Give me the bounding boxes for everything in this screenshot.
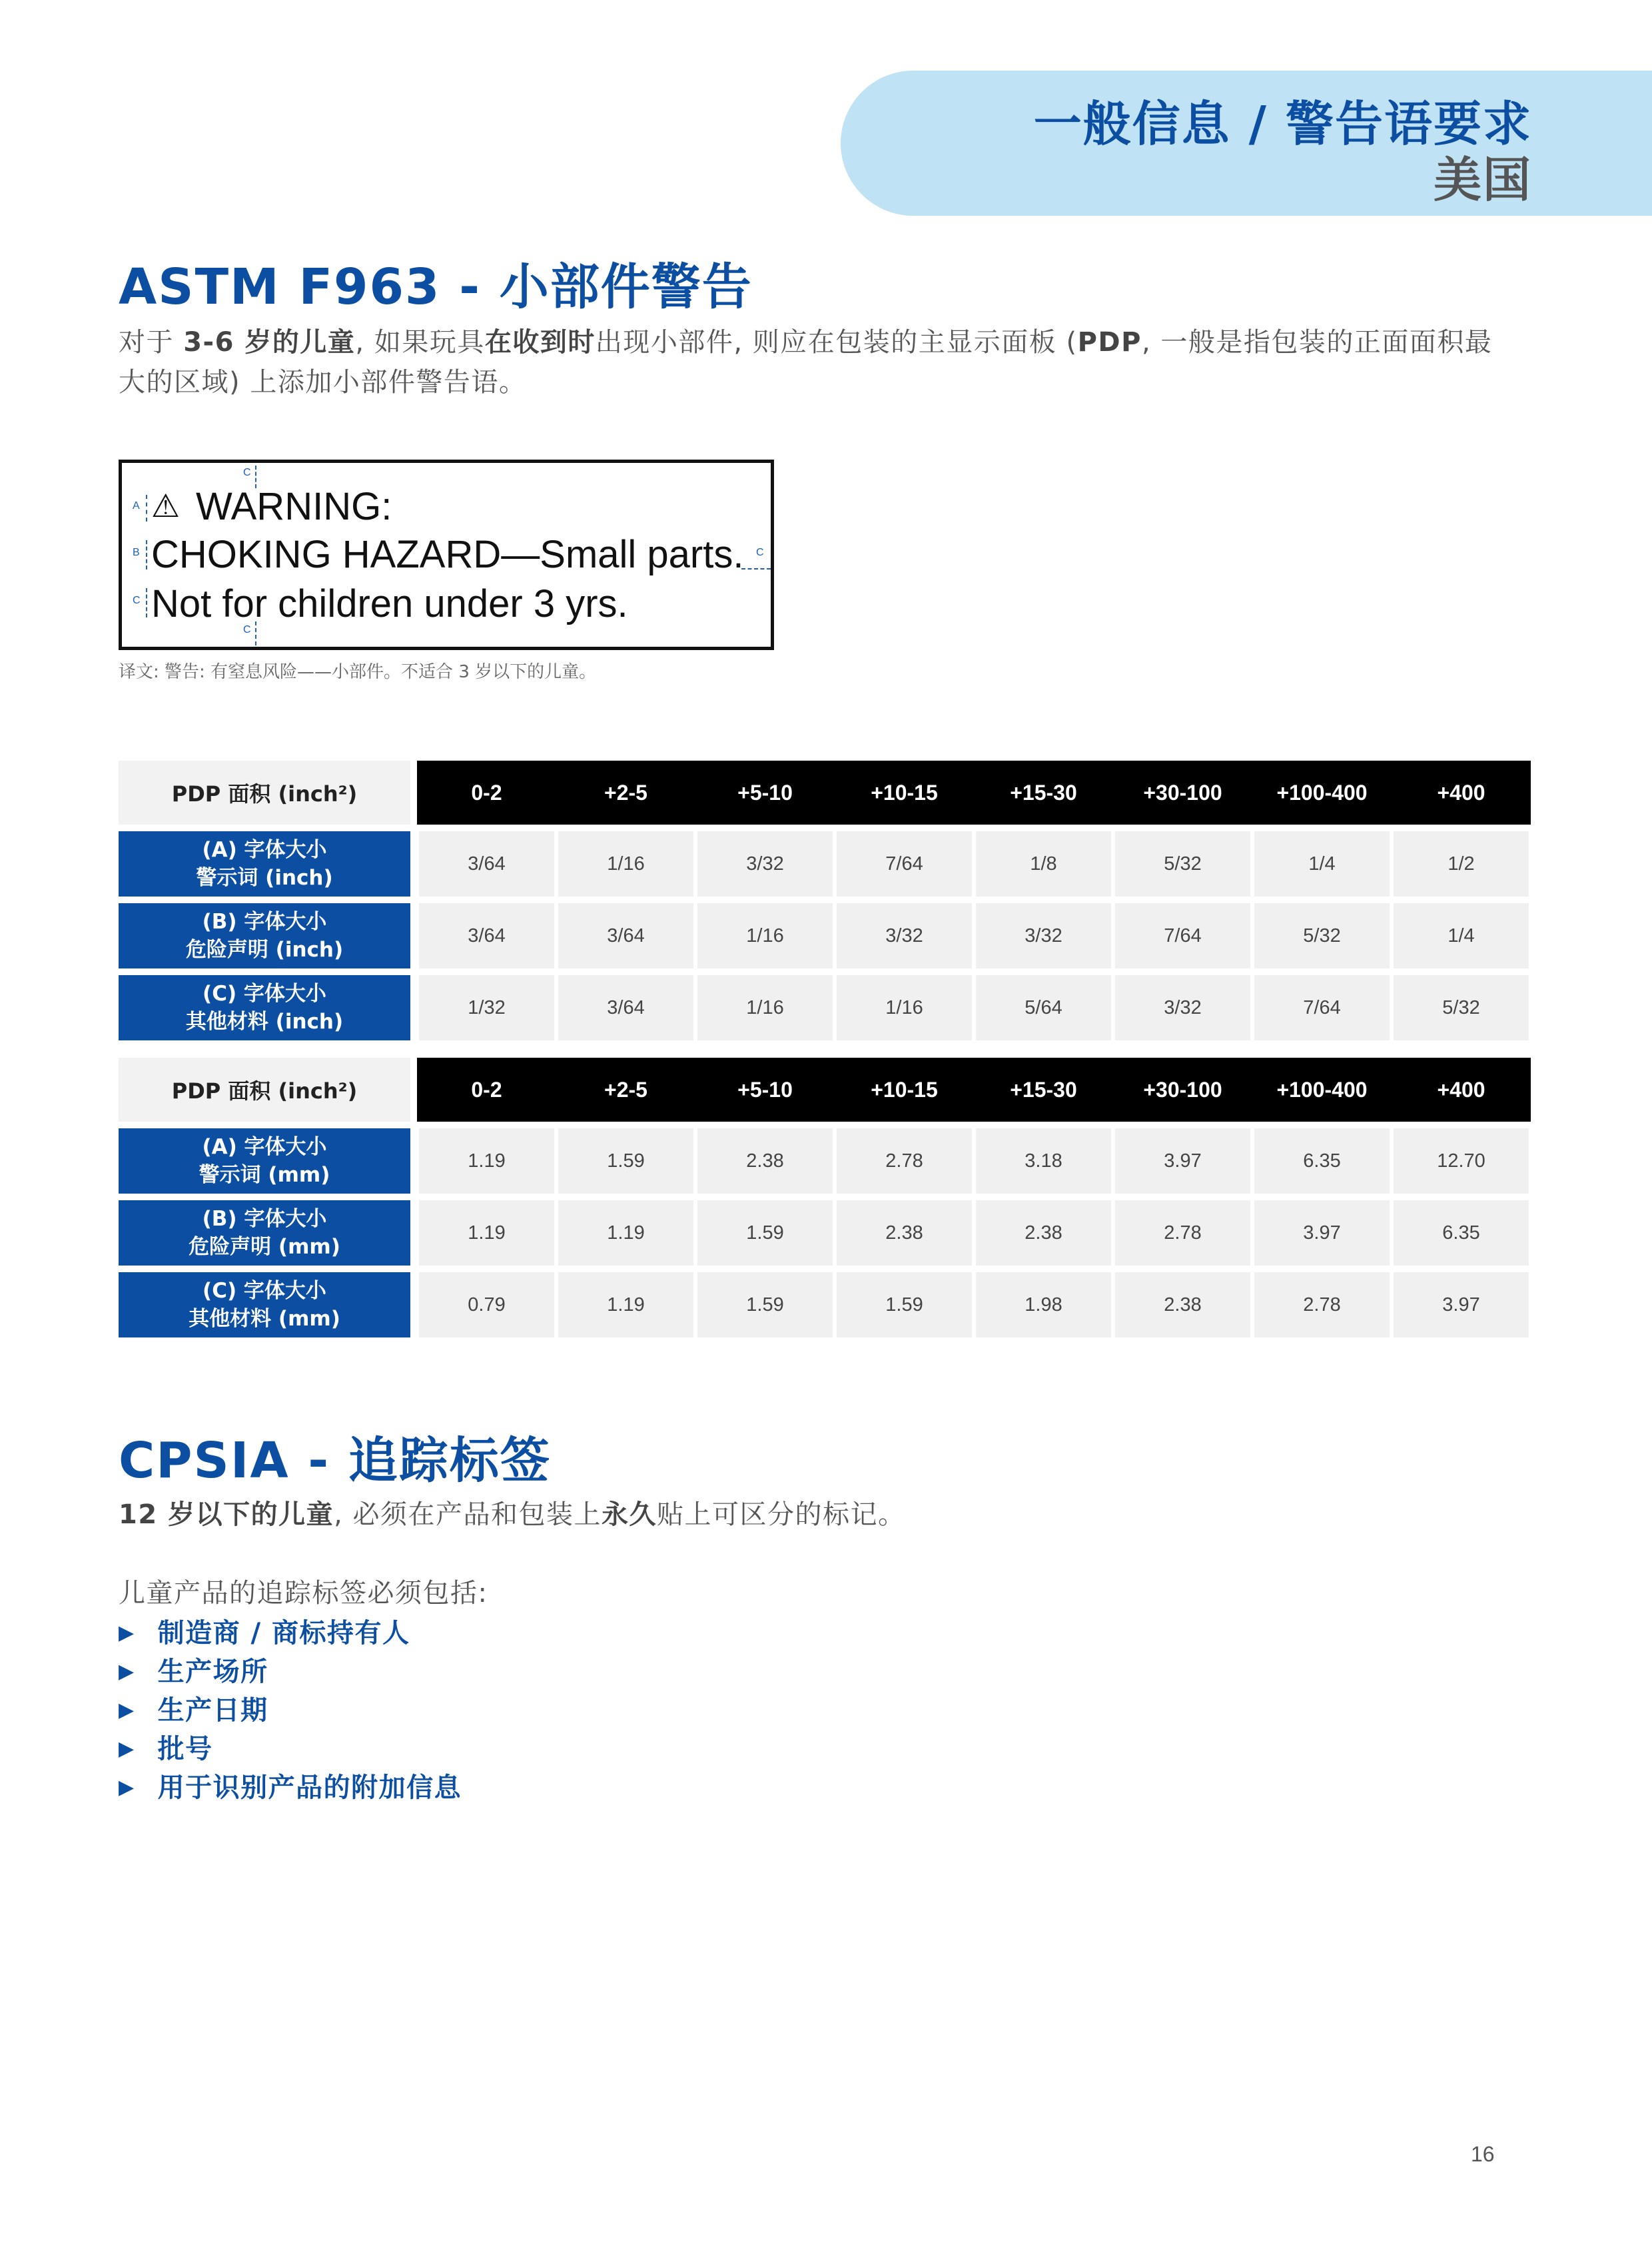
range-header: +400 [1392, 761, 1531, 825]
bullet-triangle-icon: ▶ [119, 1621, 135, 1645]
table-cell: 1.59 [695, 1200, 835, 1266]
range-header: 0-2 [417, 761, 556, 825]
table-cell: 5/32 [1392, 975, 1531, 1040]
range-header: +30-100 [1113, 1058, 1252, 1122]
row-header [119, 831, 417, 897]
range-header: +15-30 [974, 761, 1113, 825]
row-header-line2: 警示词 (inch) [196, 866, 333, 890]
dimension-marker-a: A [133, 500, 140, 512]
dimension-line [255, 621, 256, 645]
table-row [119, 1272, 1531, 1337]
table-cell: 5/32 [1252, 903, 1392, 968]
row-header-line2: 危险声明 (mm) [189, 1235, 340, 1259]
astm-intro-when: 在收到时 [484, 327, 596, 358]
table-cell: 3/32 [1113, 975, 1252, 1040]
astm-intro-text: 对于 [119, 327, 184, 358]
table-cell: 7/64 [835, 831, 974, 897]
table-cell: 1.19 [556, 1200, 695, 1266]
table-cell: 3.97 [1113, 1128, 1252, 1194]
warning-label-line2: CHOKING HAZARD—Small parts. [151, 533, 744, 576]
table-cell: 3/64 [417, 903, 556, 968]
astm-intro-text: , 如果玩具 [355, 327, 485, 358]
range-header: +100-400 [1252, 1058, 1392, 1122]
table-cell: 1.19 [417, 1200, 556, 1266]
table-row [119, 831, 1531, 897]
table-cell: 3/64 [417, 831, 556, 897]
font-size-table-mm [119, 1051, 1531, 1344]
table-cell: 2.78 [835, 1128, 974, 1194]
table-cell: 2.38 [835, 1200, 974, 1266]
row-header-line1: (C) 字体大小 [203, 1279, 326, 1303]
bullet-triangle-icon: ▶ [119, 1660, 135, 1683]
dimension-marker-c: C [243, 467, 251, 478]
row-header [119, 1200, 417, 1266]
table-cell: 1.19 [417, 1128, 556, 1194]
cpsia-section-title: CPSIA - 追踪标签 [119, 1432, 551, 1489]
range-header: +2-5 [556, 1058, 695, 1122]
table-cell: 1.59 [556, 1128, 695, 1194]
row-header [119, 975, 417, 1040]
list-item-label: 用于识别产品的附加信息 [157, 1772, 462, 1803]
astm-intro-pdp: PDP [1077, 327, 1142, 358]
astm-intro-text: 大的区域) 上添加小部件警告语。 [119, 367, 527, 398]
pdp-area-header: PDP 面积 (inch²) [119, 761, 417, 825]
range-header: +2-5 [556, 761, 695, 825]
table-cell: 2.38 [974, 1200, 1113, 1266]
list-item [119, 1612, 410, 1650]
warning-label-line1 [151, 484, 392, 529]
row-header-line1: (C) 字体大小 [203, 982, 326, 1006]
list-item-label: 批号 [157, 1734, 213, 1764]
table-cell: 1/32 [417, 975, 556, 1040]
row-header-line2: 其他材料 (mm) [189, 1307, 340, 1331]
row-header-line2: 危险声明 (inch) [185, 938, 344, 962]
table-cell: 1/4 [1252, 831, 1392, 897]
table-row [119, 1128, 1531, 1194]
table-cell: 1/16 [835, 975, 974, 1040]
table-cell: 3.18 [974, 1128, 1113, 1194]
warning-translation-caption: 译文: 警告: 有窒息风险——小部件。不适合 3 岁以下的儿童。 [119, 662, 597, 682]
table-cell: 5/32 [1113, 831, 1252, 897]
warning-word: WARNING: [196, 485, 392, 528]
table-cell: 12.70 [1392, 1128, 1531, 1194]
table-cell: 3/64 [556, 903, 695, 968]
table-cell: 2.78 [1113, 1200, 1252, 1266]
cpsia-list-intro: 儿童产品的追踪标签必须包括: [119, 1578, 488, 1609]
table-cell: 1.59 [835, 1272, 974, 1337]
cpsia-intro-text: 贴上可区分的标记。 [657, 1499, 906, 1530]
table-row [119, 975, 1531, 1040]
table-cell: 7/64 [1252, 975, 1392, 1040]
dimension-line [741, 568, 771, 569]
range-header: +400 [1392, 1058, 1531, 1122]
table-cell: 2.78 [1252, 1272, 1392, 1337]
row-header-line1: (B) 字体大小 [202, 910, 327, 934]
cpsia-intro-text: , 必须在产品和包装上 [334, 1499, 602, 1530]
cpsia-intro [119, 1495, 906, 1535]
font-size-table-inch [119, 754, 1531, 1047]
table-row [119, 1200, 1531, 1266]
list-item [119, 1766, 462, 1804]
list-item-label: 生产日期 [157, 1695, 268, 1726]
table-cell: 3/64 [556, 975, 695, 1040]
page-title: 一般信息 / 警告语要求 [1033, 96, 1532, 152]
page-number: 16 [1471, 2142, 1495, 2166]
table-row [119, 903, 1531, 968]
row-header-line2: 警示词 (mm) [199, 1163, 330, 1187]
row-header-line1: (B) 字体大小 [202, 1207, 327, 1231]
range-header: +15-30 [974, 1058, 1113, 1122]
bullet-triangle-icon: ▶ [119, 1698, 135, 1722]
table-cell: 3/32 [835, 903, 974, 968]
warning-label-line3: Not for children under 3 yrs. [151, 582, 628, 625]
dimension-marker-c: C [133, 595, 141, 606]
table-cell: 1/16 [556, 831, 695, 897]
dimension-line [255, 466, 256, 488]
bullet-triangle-icon: ▶ [119, 1737, 135, 1760]
row-header-line1: (A) 字体大小 [202, 838, 327, 862]
table-cell: 1/2 [1392, 831, 1531, 897]
list-item-label: 制造商 / 商标持有人 [157, 1618, 410, 1649]
table-cell: 3/32 [695, 831, 835, 897]
table-cell: 0.79 [417, 1272, 556, 1337]
table-header-row [119, 761, 1531, 825]
range-header: +10-15 [835, 1058, 974, 1122]
dimension-line [146, 540, 147, 569]
range-header: +100-400 [1252, 761, 1392, 825]
cpsia-intro-age: 12 岁以下的儿童 [119, 1499, 334, 1530]
list-item [119, 1651, 268, 1688]
table-cell: 2.38 [695, 1128, 835, 1194]
astm-intro-text: , 一般是指包装的正面面积最 [1141, 327, 1493, 358]
astm-intro-text: 出现小部件, 则应在包装的主显示面板 ( [595, 327, 1078, 358]
warning-triangle-icon: ⚠ [151, 489, 181, 524]
range-header: +5-10 [695, 761, 835, 825]
range-header: +10-15 [835, 761, 974, 825]
dimension-marker-c: C [756, 547, 764, 558]
table-cell: 1.19 [556, 1272, 695, 1337]
list-item-label: 生产场所 [157, 1657, 268, 1687]
table-cell: 2.38 [1113, 1272, 1252, 1337]
dimension-marker-b: B [133, 547, 140, 558]
dimension-marker-c: C [243, 624, 251, 635]
table-cell: 3.97 [1392, 1272, 1531, 1337]
list-item [119, 1689, 268, 1727]
table-cell: 3.97 [1252, 1200, 1392, 1266]
astm-intro-age: 3-6 岁的儿童 [183, 327, 356, 358]
table-cell: 1/8 [974, 831, 1113, 897]
list-item [119, 1728, 213, 1766]
cpsia-intro-permanent: 永久 [602, 1499, 657, 1530]
astm-section-title: ASTM F963 - 小部件警告 [119, 258, 753, 316]
table-cell: 1.98 [974, 1272, 1113, 1337]
table-header-row [119, 1058, 1531, 1122]
range-header: +30-100 [1113, 761, 1252, 825]
row-header [119, 903, 417, 968]
table-cell: 5/64 [974, 975, 1113, 1040]
table-cell: 1.59 [695, 1272, 835, 1337]
page-subtitle-region: 美国 [1433, 152, 1532, 208]
table-cell: 7/64 [1113, 903, 1252, 968]
astm-intro [119, 322, 1544, 402]
table-cell: 1/16 [695, 903, 835, 968]
row-header [119, 1128, 417, 1194]
row-header [119, 1272, 417, 1337]
row-header-line1: (A) 字体大小 [202, 1135, 327, 1159]
table-cell: 1/16 [695, 975, 835, 1040]
range-header: +5-10 [695, 1058, 835, 1122]
row-header-line2: 其他材料 (inch) [185, 1010, 344, 1034]
range-header: 0-2 [417, 1058, 556, 1122]
warning-label-sample [119, 460, 774, 650]
table-cell: 6.35 [1252, 1128, 1392, 1194]
table-cell: 6.35 [1392, 1200, 1531, 1266]
table-cell: 1/4 [1392, 903, 1531, 968]
pdp-area-header: PDP 面积 (inch²) [119, 1058, 417, 1122]
dimension-line [146, 495, 147, 522]
dimension-line [146, 588, 147, 617]
table-cell: 3/32 [974, 903, 1113, 968]
bullet-triangle-icon: ▶ [119, 1776, 135, 1799]
